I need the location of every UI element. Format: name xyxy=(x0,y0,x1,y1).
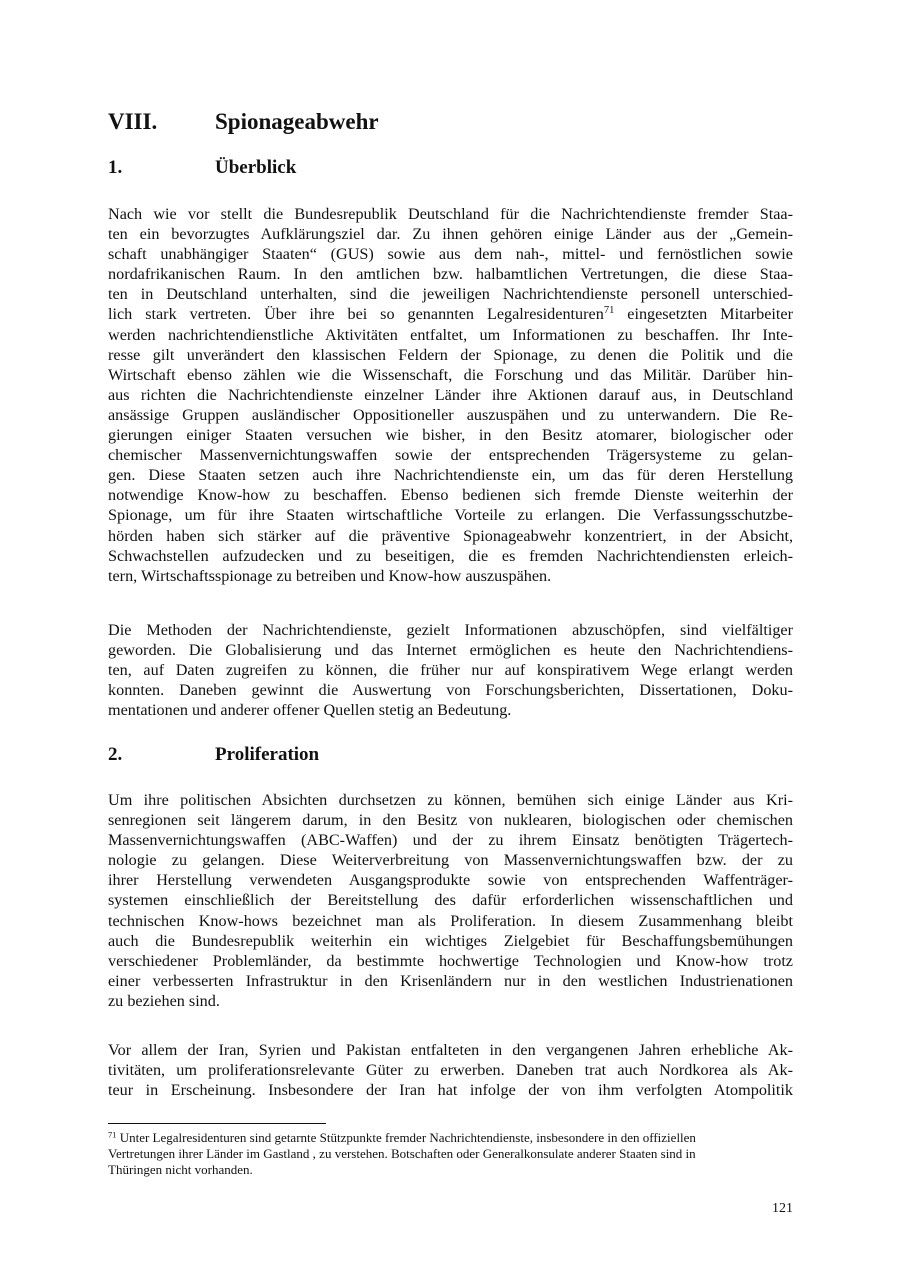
text-line: gierungen einiger Staaten versuchen wie bisher, in den Besitz atomarer, biologischer oder xyxy=(108,426,793,445)
text-line: notwendige Know-how zu beschaffen. Ebenso bedienen sich fremde Dienste weiterhin der xyxy=(108,486,793,505)
footnote-line: Thüringen nicht vorhanden. xyxy=(108,1162,253,1177)
text-line: gen. Diese Staaten setzen auch ihre Nachrichtendienste ein, um das für deren Herstellung xyxy=(108,466,793,485)
text-line: auch die Bundesrepublik weiterhin ein wichtiges Zielgebiet für Beschaffungsbemühungen xyxy=(108,931,793,950)
text-line: senregionen seit längerem darum, in den Besitz von nuklearen, biologischen oder chemischen xyxy=(108,811,793,830)
text-line: Spionage, um für ihre Staaten wirtschaftliche Vorteile zu erlangen. Die Verfassungsschutzbe- xyxy=(108,506,793,525)
text-fragment: lich stark vertreten. Über ihre bei so genannten Legalresidenturen xyxy=(108,305,604,324)
chapter-title: Spionageabwehr xyxy=(215,109,379,134)
text-line: schaft unabhängiger Staaten“ (GUS) sowie aus dem nah-, mittel- und fernöstlichen sowie xyxy=(108,245,793,264)
text-line: konnten. Daneben gewinnt die Auswertung von Forschungsberichten, Dissertationen, Doku- xyxy=(108,681,793,700)
text-line: ihrer Herstellung verwendeten Ausgangsprodukte sowie von entsprechenden Waffenträger- xyxy=(108,871,793,890)
text-line: mentationen und anderer offener Quellen stetig an Bedeutung. xyxy=(108,701,512,720)
text-line: tivitäten, um proliferationsrelevante Güter zu erwerben. Daneben trat auch Nordkorea als Ak- xyxy=(108,1061,793,1080)
paragraph-proliferation-2 xyxy=(108,1040,793,1100)
text-line: ten, auf Daten zugreifen zu können, die früher nur auf konspirativem Wege erlangt werden xyxy=(108,661,793,680)
text-line: nologie zu gelangen. Diese Weiterverbreitung von Massenvernichtungswaffen bzw. der zu xyxy=(108,851,793,870)
text-line: nordafrikanischen Raum. In den amtlichen bzw. halbamtlichen Vertretungen, die diese Staa- xyxy=(108,265,793,284)
footnote-marker: 71 xyxy=(108,1129,117,1140)
text-line: aus richten die Nachrichtendienste einzelner Länder ihre Aktionen darauf aus, in Deutschland xyxy=(108,385,793,404)
text-line: Die Methoden der Nachrichtendienste, gezielt Informationen abzuschöpfen, sind vielfältiger xyxy=(108,621,793,639)
text-line: einer verbesserten Infrastruktur in den Krisenländern nur in den westlichen Industrienationen xyxy=(108,971,793,990)
text-line: tern, Wirtschaftsspionage zu betreiben und Know-how auszuspähen. xyxy=(108,566,552,585)
text-line: werden nachrichtendienstliche Aktivitäten entfaltet, um Informationen zu beschaffen. Ihr Inte- xyxy=(108,325,793,344)
text-line: verschiedener Problemländer, da bestimmte hochwertige Technologien und Know-how trotz xyxy=(108,951,793,970)
footnote-line: Vertretungen ihrer Länder im Gastland , zu verstehen. Botschaften oder Generalkonsulate anderer Staaten sind in xyxy=(108,1146,696,1161)
text-line: chemischer Massenvernichtungswaffen sowie der entsprechenden Trägersysteme zu gelan- xyxy=(108,446,793,465)
text-line: ten in Deutschland unterhalten, sind die jeweiligen Nachrichtendienste personell unterschied- xyxy=(108,285,793,304)
text-line: systemen einschließlich der Bereitstellung des dafür erforderlichen wissenschaftlichen und xyxy=(108,891,793,910)
footnote-text: Unter Legalresidenturen sind getarnte Stützpunkte fremder Nachrichtendienste, insbesondere in den offiziellen xyxy=(116,1130,696,1145)
page-number: 121 xyxy=(772,1201,793,1216)
section-title: Überblick xyxy=(215,157,297,178)
text-line: Vor allem der Iran, Syrien und Pakistan entfalteten in den vergangenen Jahren erhebliche Ak- xyxy=(108,1041,793,1059)
text-line: technischen Know-hows bezeichnet man als Proliferation. In diesem Zusammenhang bleibt xyxy=(108,911,793,930)
text-line: ansässige Gruppen ausländischer Oppositioneller auszuspähen und zu unterwandern. Die Re- xyxy=(108,405,793,424)
text-line: Wirtschaft ebenso zählen wie die Wissenschaft, die Forschung und das Militär. Darüber hin- xyxy=(108,365,793,384)
text-line: zu beziehen sind. xyxy=(108,991,220,1010)
chapter-number: VIII. xyxy=(108,109,158,134)
text-line: resse gilt unverändert den klassischen Feldern der Spionage, zu denen die Politik und die xyxy=(108,345,793,364)
text-line: teur in Erscheinung. Insbesondere der Iran hat infolge der von ihm verfolgten Atompolitik xyxy=(108,1081,793,1100)
text-line-with-footnote xyxy=(108,304,793,324)
section-number: 1. xyxy=(108,157,123,178)
section-number: 2. xyxy=(108,744,123,765)
text-fragment: eingesetzten Mitarbeiter xyxy=(614,305,793,324)
text-line: Massenvernichtungswaffen (ABC-Waffen) und der zu ihrem Einsatz benötigten Trägertech- xyxy=(108,831,793,850)
text-line: hörden haben sich stärker auf die präventive Spionageabwehr konzentriert, in der Absicht, xyxy=(108,526,793,545)
text-line: ten ein bevorzugtes Aufklärungsziel dar. Zu ihnen gehören einige Länder aus der „Gemein- xyxy=(108,225,793,244)
text-line: geworden. Die Globalisierung und das Internet ermöglichen es heute den Nachrichtendiens- xyxy=(108,641,793,660)
text-line: Schwachstellen aufzudecken und zu beseitigen, die es fremden Nachrichtendiensten erleich- xyxy=(108,546,793,565)
footnote xyxy=(108,1130,793,1178)
section-title: Proliferation xyxy=(215,744,320,765)
footnote-divider xyxy=(108,1123,326,1124)
paragraph-proliferation-1 xyxy=(108,790,793,1011)
text-line: Um ihre politischen Absichten durchsetzen zu können, bemühen sich einige Länder aus Kri- xyxy=(108,791,793,809)
paragraph-overview-2 xyxy=(108,620,793,720)
text-line: Nach wie vor stellt die Bundesrepublik Deutschland für die Nachrichtendienste fremder Staa- xyxy=(108,205,793,223)
footnote-reference: 71 xyxy=(603,305,615,317)
footnote-line xyxy=(108,1130,793,1146)
paragraph-overview-1 xyxy=(108,204,793,586)
